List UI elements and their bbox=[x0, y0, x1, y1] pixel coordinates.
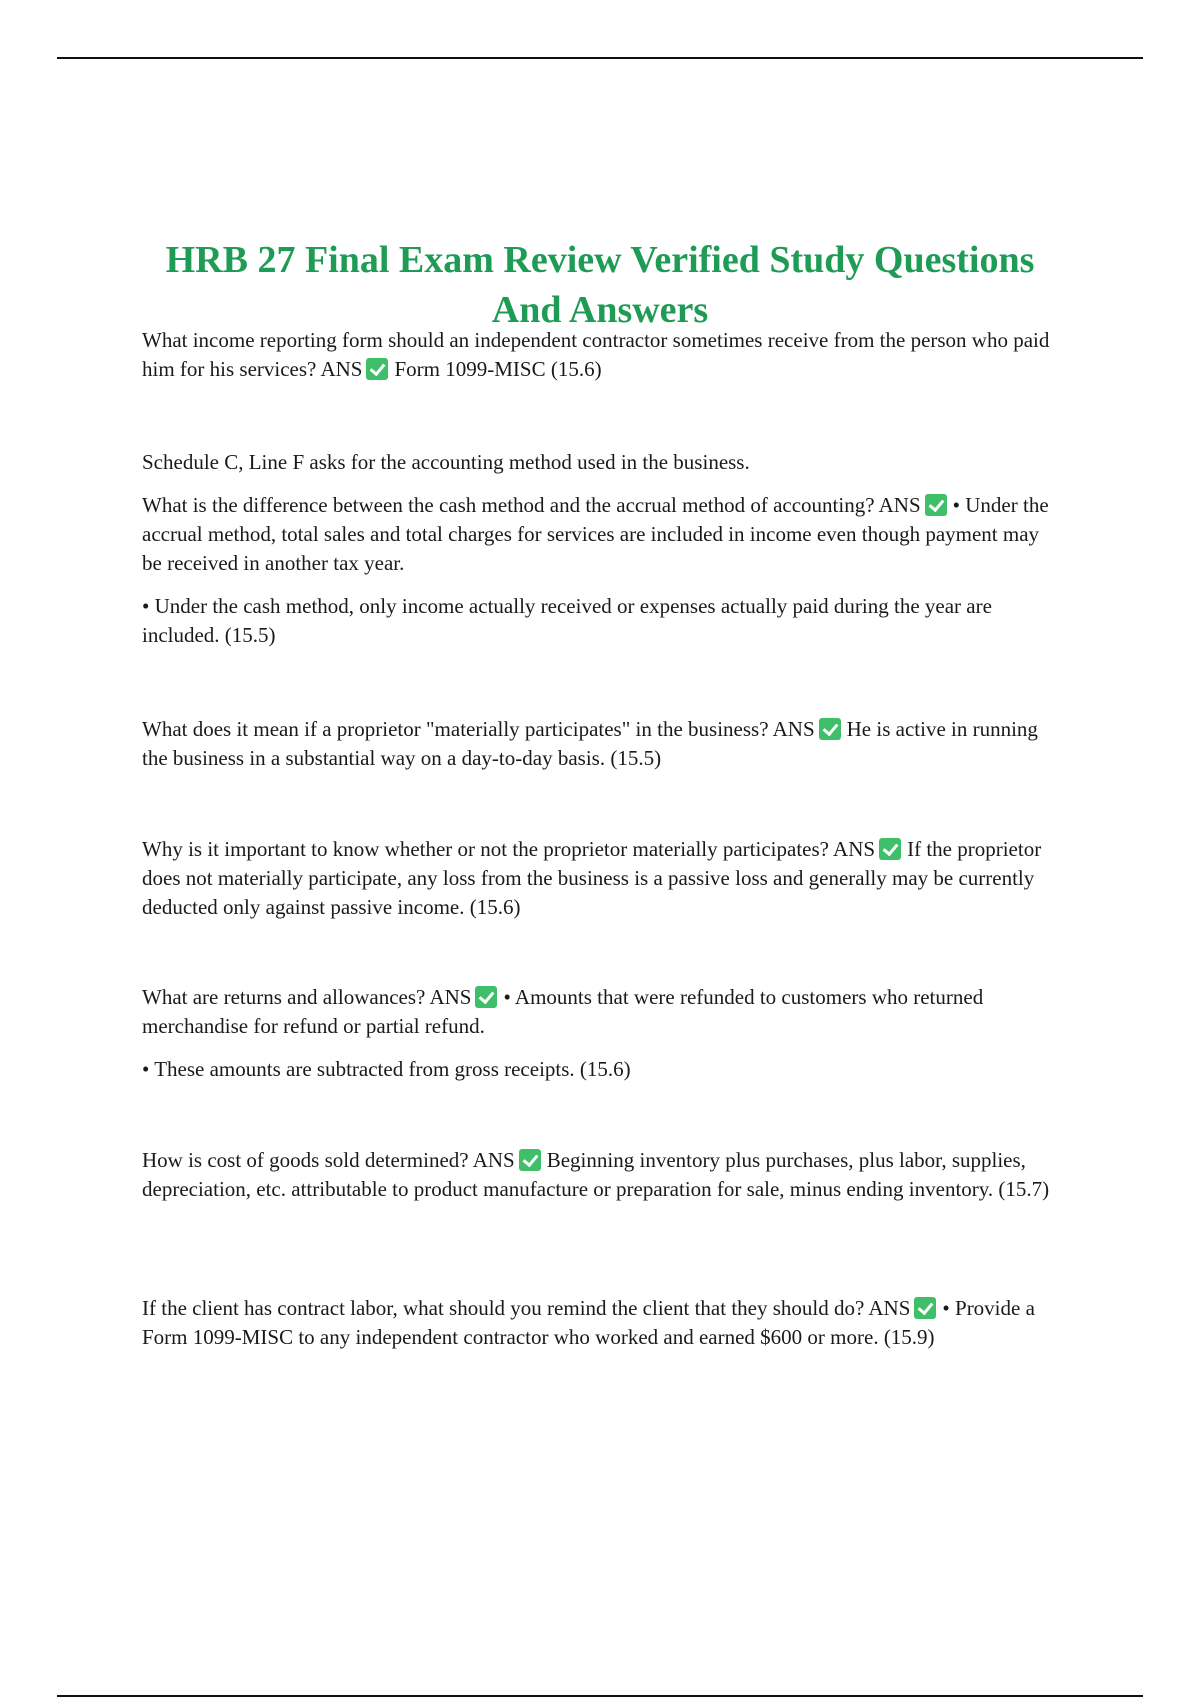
question-text: What are returns and allowances? ANS bbox=[142, 985, 472, 1009]
qa-paragraph bbox=[142, 326, 1062, 384]
document-title: HRB 27 Final Exam Review Verified Study Questions And Answers bbox=[165, 239, 1035, 332]
answer-text: • Under the accrual method, total sales and total charges for services are included in income even though payment may be received in another tax year. bbox=[142, 493, 1049, 575]
question-text: Why is it important to know whether or not the proprietor materially participates? ANS bbox=[142, 837, 876, 861]
question-text: What is the difference between the cash method and the accrual method of accounting? ANS bbox=[142, 493, 921, 517]
qa-item-4 bbox=[142, 835, 1062, 922]
answer-text: Beginning inventory plus purchases, plus labor, supplies, depreciation, etc. attributable to product manufacture or preparation for sale, minus ending inventory. (15.7) bbox=[142, 1148, 1050, 1201]
check-icon bbox=[475, 986, 497, 1008]
qa-paragraph bbox=[142, 491, 1062, 578]
check-icon bbox=[366, 358, 388, 380]
qa-paragraph bbox=[142, 983, 1062, 1041]
check-icon bbox=[879, 838, 901, 860]
check-icon bbox=[819, 718, 841, 740]
question-text: What income reporting form should an independent contractor sometimes receive from the person who paid him for his services? ANS bbox=[142, 328, 1050, 381]
question-text: What does it mean if a proprietor "materially participates" in the business? ANS bbox=[142, 717, 815, 741]
question-text: How is cost of goods sold determined? ANS bbox=[142, 1148, 515, 1172]
answer-text: • Amounts that were refunded to customers who returned merchandise for refund or partial refund. bbox=[142, 985, 984, 1038]
qa-item-1 bbox=[142, 326, 1062, 384]
top-rule bbox=[57, 57, 1143, 59]
note-text: Schedule C, Line F asks for the accounting method used in the business. bbox=[142, 450, 750, 474]
bottom-rule bbox=[57, 1695, 1143, 1697]
qa-item-7 bbox=[142, 1294, 1062, 1352]
qa-item-5 bbox=[142, 983, 1062, 1084]
qa-paragraph bbox=[142, 1146, 1062, 1204]
check-icon bbox=[519, 1149, 541, 1171]
answer-text: Form 1099-MISC (15.6) bbox=[394, 357, 602, 381]
check-icon bbox=[914, 1297, 936, 1319]
answer-extra-text: • These amounts are subtracted from gross receipts. (15.6) bbox=[142, 1057, 631, 1081]
question-text: If the client has contract labor, what should you remind the client that they should do? ANS bbox=[142, 1296, 911, 1320]
answer-text: If the proprietor does not materially participate, any loss from the business is a passive loss and generally may be currently deducted only against passive income. (15.6) bbox=[142, 837, 1042, 919]
qa-item-3 bbox=[142, 715, 1062, 773]
qa-paragraph bbox=[142, 715, 1062, 773]
qa-item-6 bbox=[142, 1146, 1062, 1204]
answer-extra-text: • Under the cash method, only income actually received or expenses actually paid during the year are included. (15.5) bbox=[142, 594, 992, 647]
check-icon bbox=[925, 494, 947, 516]
answer-text: He is active in running the business in a substantial way on a day-to-day basis. (15.5) bbox=[142, 717, 1038, 770]
qa-item-2 bbox=[142, 448, 1062, 650]
qa-paragraph bbox=[142, 1294, 1062, 1352]
qa-paragraph bbox=[142, 835, 1062, 922]
answer-text: • Provide a Form 1099-MISC to any independent contractor who worked and earned $600 or more. (15.9) bbox=[142, 1296, 1035, 1349]
